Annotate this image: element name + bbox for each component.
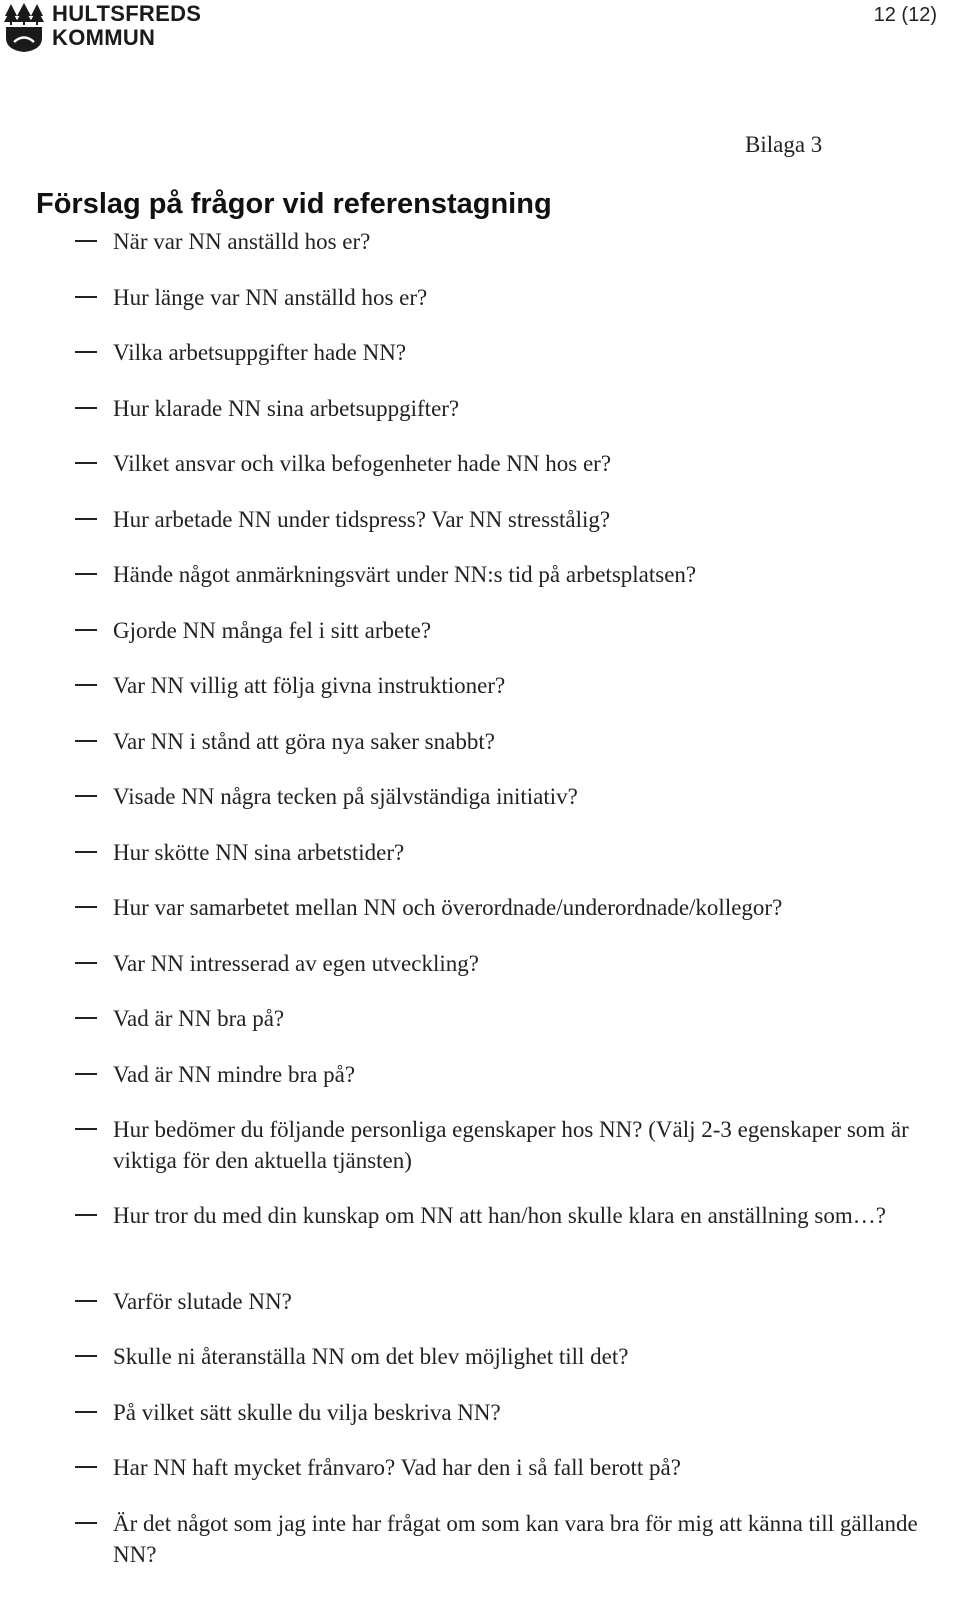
dash-bullet	[75, 1355, 97, 1357]
question-text: Har NN haft mycket frånvaro? Vad har den i så fall berott på?	[113, 1455, 681, 1480]
dash-bullet	[75, 1522, 97, 1524]
question-text: Hur bedömer du följande personliga egenskaper hos NN? (Välj 2-3 egenskaper som är viktiga för den aktuella tjänsten)	[113, 1117, 909, 1173]
question-text: På vilket sätt skulle du vilja beskriva NN?	[113, 1400, 501, 1425]
logo-line-1: HULTSFREDS	[52, 1, 202, 26]
question-text: Var NN intresserad av egen utveckling?	[113, 951, 479, 976]
dash-bullet	[75, 351, 97, 353]
dash-bullet	[75, 906, 97, 908]
dash-bullet	[75, 684, 97, 686]
question-text: Var NN villig att följa givna instruktioner?	[113, 673, 506, 698]
dash-bullet	[75, 1300, 97, 1302]
dash-bullet	[75, 1128, 97, 1130]
dash-bullet	[75, 795, 97, 797]
dash-bullet	[75, 1466, 97, 1468]
dash-bullet	[75, 1411, 97, 1413]
question-text: Hur arbetade NN under tidspress? Var NN stresstålig?	[113, 507, 611, 532]
dash-bullet	[75, 407, 97, 409]
question-text: Skulle ni återanställa NN om det blev möjlighet till det?	[113, 1344, 629, 1369]
question-text: Vad är NN bra på?	[113, 1006, 285, 1031]
dash-bullet	[75, 1073, 97, 1075]
question-text: Vilka arbetsuppgifter hade NN?	[113, 340, 407, 365]
question-text: Hur klarade NN sina arbetsuppgifter?	[113, 396, 460, 421]
dash-bullet	[75, 629, 97, 631]
question-text: Gjorde NN många fel i sitt arbete?	[113, 618, 432, 643]
dash-bullet	[75, 962, 97, 964]
question-text: Hur länge var NN anställd hos er?	[113, 285, 428, 310]
question-text: Hur skötte NN sina arbetstider?	[113, 840, 405, 865]
dash-bullet	[75, 740, 97, 742]
dash-bullet	[75, 518, 97, 520]
question-text: Visade NN några tecken på självständiga initiativ?	[113, 784, 578, 809]
page-number: 12 (12)	[873, 4, 937, 26]
dash-bullet	[75, 240, 97, 242]
dash-bullet	[75, 1017, 97, 1019]
logo-line-2: KOMMUN	[52, 25, 156, 50]
dash-bullet	[75, 573, 97, 575]
question-text: Vilket ansvar och vilka befogenheter hade NN hos er?	[113, 451, 612, 476]
dash-bullet	[75, 462, 97, 464]
question-text: Varför slutade NN?	[113, 1289, 292, 1314]
question-text: Vad är NN mindre bra på?	[113, 1062, 356, 1087]
appendix-label: Bilaga 3	[745, 132, 823, 157]
question-text: Hur tror du med din kunskap om NN att han/hon skulle klara en anställning som…?	[113, 1203, 886, 1228]
dash-bullet	[75, 851, 97, 853]
page-title: Förslag på frågor vid referenstagning	[36, 188, 552, 220]
question-text: Hände något anmärkningsvärt under NN:s tid på arbetsplatsen?	[113, 562, 697, 587]
question-text: Hur var samarbetet mellan NN och överordnade/underordnade/kollegor?	[113, 895, 783, 920]
question-text: När var NN anställd hos er?	[113, 229, 371, 254]
question-text: Är det något som jag inte har frågat om som kan vara bra för mig att känna till gällande NN?	[113, 1511, 918, 1567]
dash-bullet	[75, 1214, 97, 1216]
dash-bullet	[75, 296, 97, 298]
question-text: Var NN i stånd att göra nya saker snabbt?	[113, 729, 495, 754]
